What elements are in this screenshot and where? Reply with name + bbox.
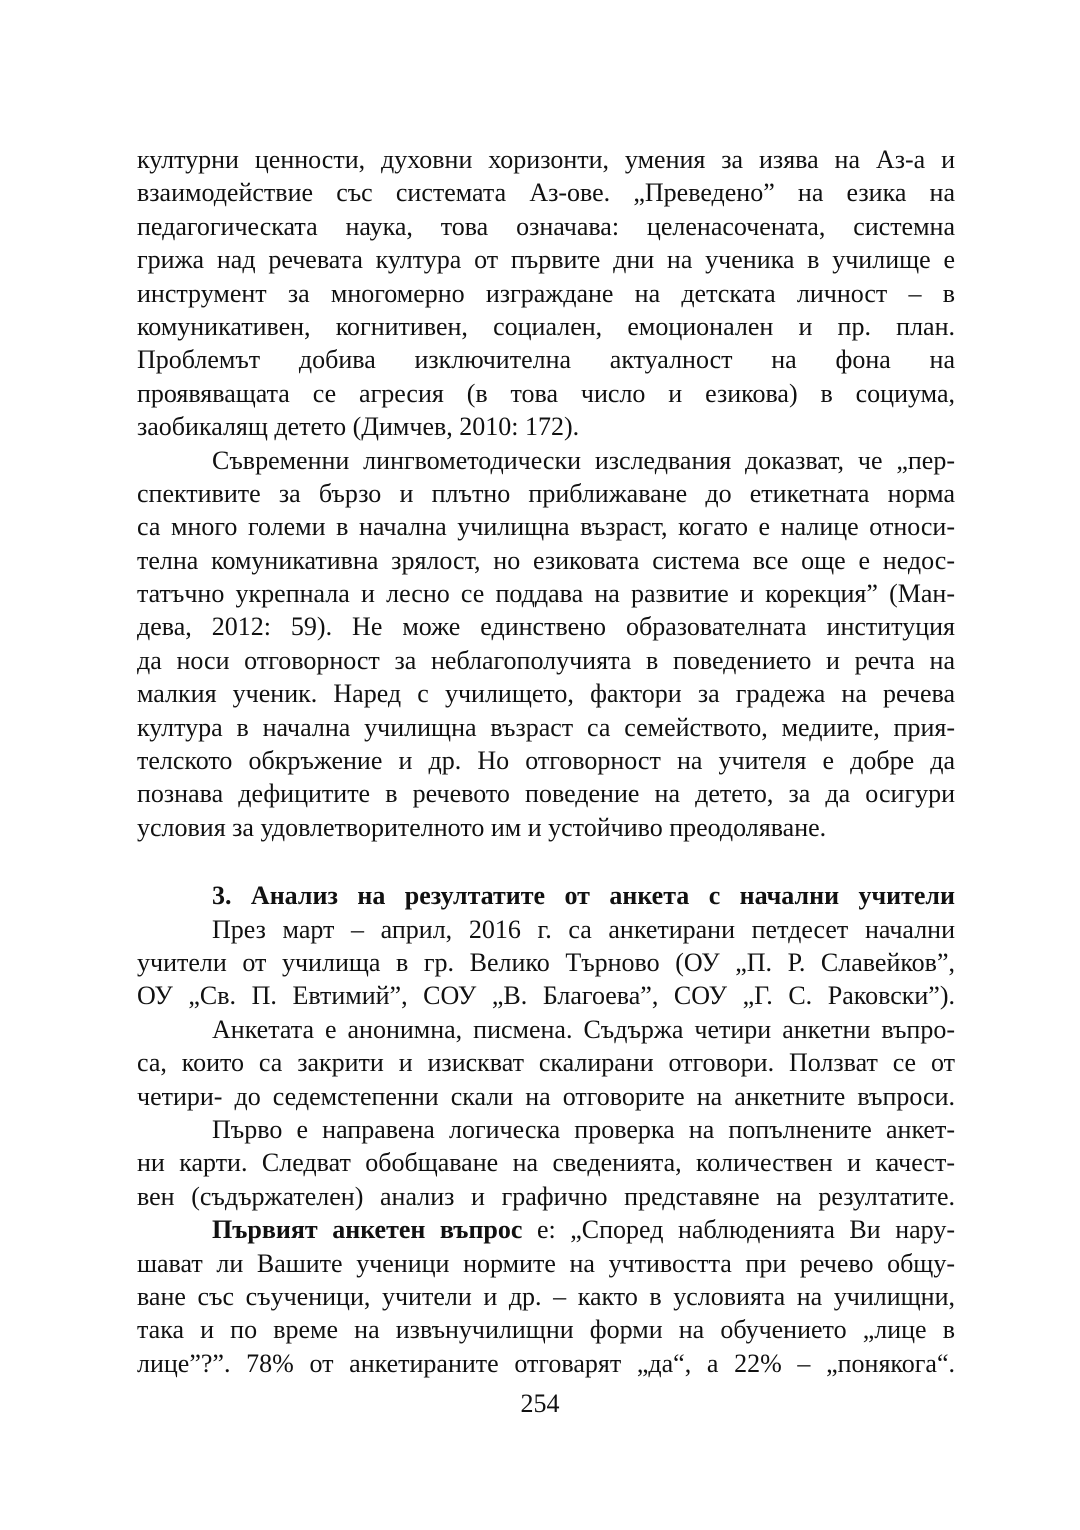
text-line: вен (съдържателен) анализ и графично представяне на резултатите.	[137, 1181, 955, 1211]
text-line: учители от училища в гр. Велико Търново (ОУ „П. Р. Славейков”,	[137, 947, 955, 977]
text-line: са, които са закрити и изискват скалирани отговори. Ползват се от	[137, 1048, 955, 1078]
text-line: култура в начална училищна възраст са семейството, медиите, прия-	[137, 712, 955, 742]
text-line: татъчно укрепнала и лесно се поддава на развитие и корекция” (Ман-	[137, 579, 955, 609]
text-line: взаимодействие със системата Аз-ове. „Преведено” на езика на	[137, 178, 955, 208]
text-line: телското обкръжение и др. Но отговорност на учителя е добре да	[137, 746, 955, 776]
section-spacer	[137, 844, 955, 879]
section-heading: 3. Анализ на резултатите от анкета с начални учители	[212, 881, 955, 911]
text-line: Анкетата е анонимна, писмена. Съдържа четири анкетни въпро-	[212, 1014, 955, 1044]
text-line: така и по време на извънучилищни форми на обучението „лице в	[137, 1315, 955, 1345]
text-line: спективите за бързо и плътно приближаване до етикетната норма	[137, 478, 955, 508]
text-line: Проблемът добива изключителна актуалност на фона на	[137, 345, 955, 375]
text-line: да носи отговорност за неблагополучията в поведението и речта на	[137, 645, 955, 675]
body-text	[137, 143, 955, 1380]
text-line: лице”?”. 78% от анкетираните отговарят „да“, а 22% – „понякога“.	[137, 1348, 955, 1378]
text-line: телна комуникативна зрялост, но езиковата система все още е недос-	[137, 545, 955, 575]
text-line: инструмент за многомерно изграждане на детската личност – в	[137, 278, 955, 308]
text-line: дева, 2012: 59). Не може единствено образователната институция	[137, 612, 955, 642]
text-line: Първо е направена логическа проверка на попълнените анкет-	[212, 1114, 955, 1144]
paragraph-4	[137, 1013, 955, 1113]
bold-lead: Първият анкетен въпрос	[212, 1215, 523, 1245]
text-line: са много големи в начална училищна възраст, когато е налице относи-	[137, 512, 955, 542]
paragraph-3	[137, 913, 955, 1013]
text-line: Съвременни лингвометодически изследвания доказват, че „пер-	[212, 445, 955, 475]
text-line: малкия ученик. Наред с училището, фактори за градежа на речева	[137, 679, 955, 709]
text-line: ване със съученици, учители и др. – както в условията на училищни,	[137, 1281, 955, 1311]
paragraph-1	[137, 143, 955, 444]
text-line: проявяващата се агресия (в това число и езикова) в социума,	[137, 378, 955, 408]
text-line: шават ли Вашите ученици нормите на учтивостта при речево общу-	[137, 1248, 955, 1278]
text-line: ни карти. Следват обобщаване на сведенията, количествен и качест-	[137, 1148, 955, 1178]
paragraph-6	[137, 1213, 955, 1380]
text-line: През март – април, 2016 г. са анкетирани петдесет начални	[212, 914, 955, 944]
text-line: условия за удовлетворителното им и устойчиво преодоляване.	[137, 812, 827, 842]
text-line: педагогическата наука, това означава: целенасочената, системна	[137, 211, 955, 241]
text-line	[137, 1213, 955, 1246]
text-line: ОУ „Св. П. Евтимий”, СОУ „В. Благоева”, СОУ „Г. С. Раковски”).	[137, 981, 955, 1011]
paragraph-2	[137, 444, 955, 845]
text-line: комуникативен, когнитивен, социален, емоционален и пр. план.	[137, 311, 955, 341]
text-line: културни ценности, духовни хоризонти, умения за изява на Аз-а и	[137, 145, 955, 174]
text-line: заобикалящ детето (Димчев, 2010: 172).	[137, 412, 580, 442]
text-line: познава дефицитите в речевото поведение на детето, за да осигури	[137, 779, 955, 809]
inline-text: е: „Според наблюденията Ви нару-	[522, 1215, 955, 1245]
paragraph-5	[137, 1113, 955, 1213]
text-line: четири- до седемстепенни скали на отговорите на анкетните въпроси.	[137, 1081, 955, 1111]
page-number: 254	[520, 1389, 560, 1418]
text-line: грижа над речевата култура от първите дни на ученика в училище е	[137, 245, 955, 275]
